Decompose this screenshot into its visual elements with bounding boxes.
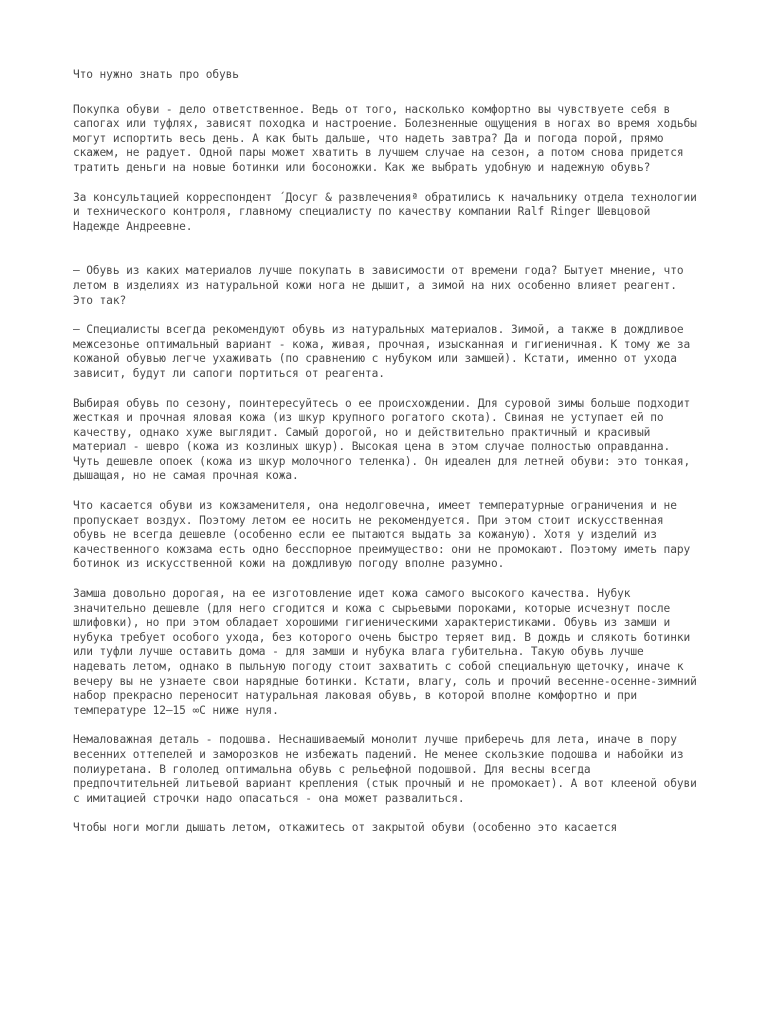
paragraph-suede: Замша довольно дорогая, на ее изготовление идет кожа самого высокого качества. Нубук значительно дешевле (для него сгодится и кожа с сырьевыми пороками, которые исчезнут после шлифовки), но при этом обладает хорошими гигиеническими характеристиками. Обувь из замши и нубука требует особого ухода, без которого очень быстро теряет вид. В дождь и слякоть ботинки или туфли лучше оставить дома - для замши и нубука влага губительна. Такую обувь лучше надевать летом, однако в пыльную погоду стоит захватить с собой специальную щеточку, иначе к вечеру вы не узнаете свои нарядные ботинки. Кстати, влагу, соль и прочий весенне-осенне-зимний набор прекрасно переносит натуральная лаковая обувь, в которой вполне комфортно и при температуре 12—15 ∞С ниже нуля. [73, 587, 697, 717]
paragraph-leatherette: Что касается обуви из кожзаменителя, она недолговечна, имеет температурные ограничения и не пропускает воздух. Поэтому летом ее носить не рекомендуется. При этом стоит искусственная обувь не всегда дешевле (особенно если ее пытаются выдать за кожаную). Хотя у изделий из качественного кожзама есть одно бесспорное преимущество: они не промокают. Поэтому иметь пару ботинок из искусственной кожи на дождливую погоду вполне разумно. [73, 499, 691, 571]
document-title: Что нужно знать про обувь [73, 68, 239, 81]
paragraph-consultation: За консультацией корреспондент ´Досуг & развлеченияª обратились к начальнику отдела технологии и технического контроля, главному специалисту по качеству компании Ralf Ringer Шевцовой Надежде Андреевне. [73, 190, 697, 233]
paragraph-answer: — Специалисты всегда рекомендуют обувь из натуральных материалов. Зимой, а также в дождливое межсезонье оптимальный вариант - кожа, живая, прочная, изысканная и гигиеничная. К тому же за кожаной обувью легче ухаживать (по сравнению с нубуком или замшей). Кстати, именно от ухода зависит, будут ли сапоги портиться от реагента. [73, 323, 691, 380]
paragraph-season: Выбирая обувь по сезону, поинтересуйтесь о ее происхождении. Для суровой зимы больше подходит жесткая и прочная яловая кожа (из шкур крупного рогатого скота). Свиная не уступает ей по качеству, однако хуже выглядит. Самый дорогой, но и действительно практичный и красивый материал - шевро (кожа из козлиных шкур). Высокая цена в этом случае полностью оправданна. Чуть дешевле опоек (кожа из шкур молочного теленка). Он идеален для летней обуви: это тонкая, дышащая, но не самая прочная кожа. [73, 396, 691, 483]
document-page [73, 68, 701, 851]
paragraph-sole: Немаловажная деталь - подошва. Неснашиваемый монолит лучше приберечь для лета, иначе в пору весенних оттепелей и заморозков не избежать падений. Не менее скользкие подошва и набойки из полиуретана. В гололед оптимальна обувь с рельефной подошвой. Для весны всегда предпочтительней литьевой вариант крепления (стык прочный и не промокает). А вот клееной обуви с имитацией строчки надо опасаться - она может развалиться. [73, 733, 697, 805]
paragraph-summer: Чтобы ноги могли дышать летом, откажитесь от закрытой обуви (особенно это касается [73, 821, 618, 835]
paragraph-question: — Обувь из каких материалов лучше покупать в зависимости от времени года? Бытует мнение, что летом в изделиях из натуральной кожи нога не дышит, а зимой на них особенно влияет реагент. Это так? [73, 264, 684, 307]
paragraph-intro: Покупка обуви - дело ответственное. Ведь от того, насколько комфортно вы чувствуете себя в сапогах или туфлях, зависят походка и настроение. Болезненные ощущения в ногах во время ходьбы могут испортить весь день. А как быть дальше, что надеть завтра? Да и погода порой, прямо скажем, не радует. Одной пары может хватить в лучшем случае на сезон, а потом снова придется тратить деньги на новые ботинки или босоножки. Как же выбрать удобную и надежную обувь? [73, 102, 697, 174]
